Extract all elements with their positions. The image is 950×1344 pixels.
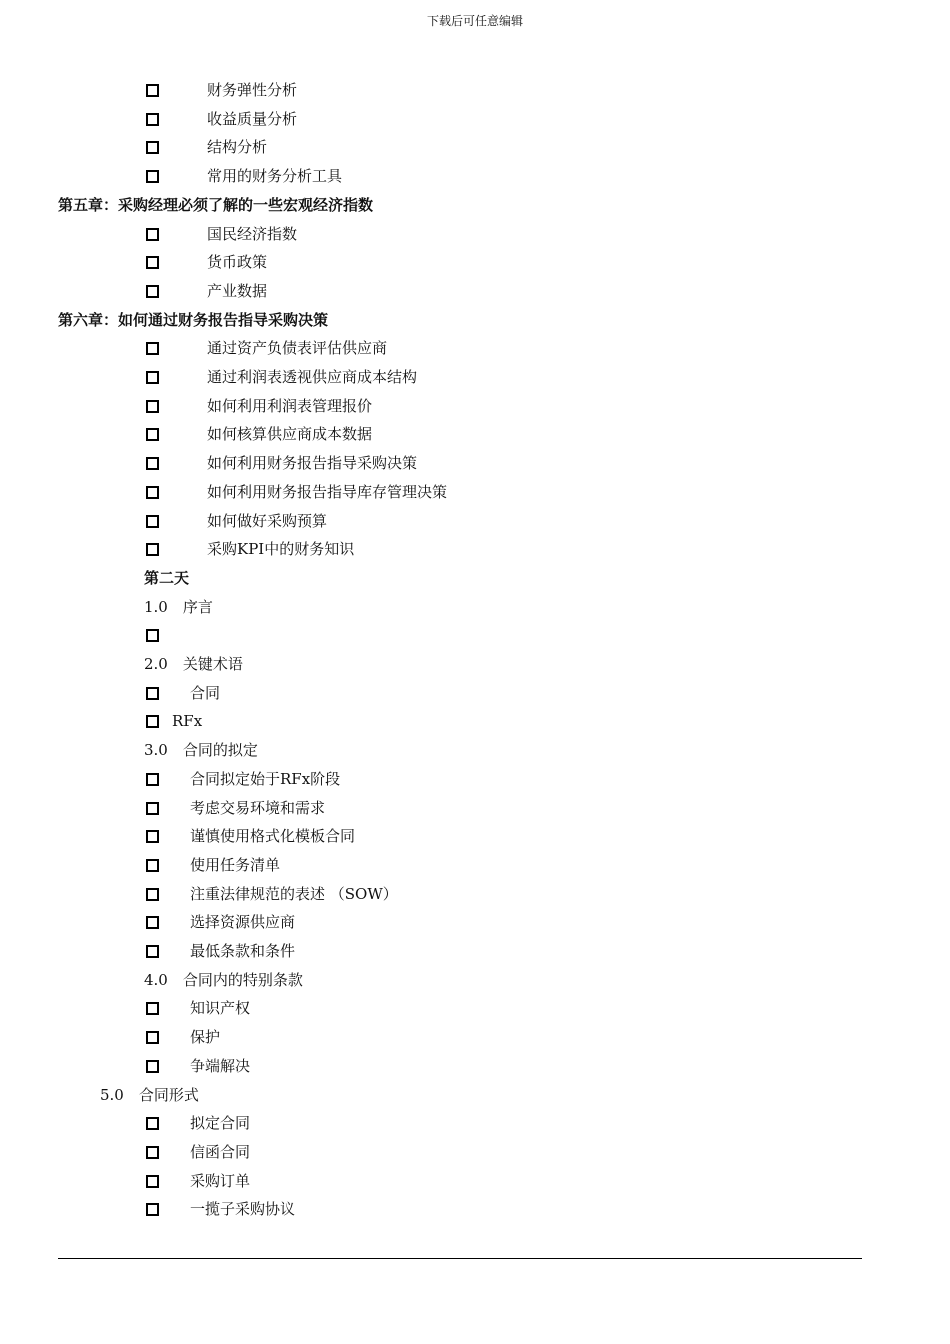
line-text: 收益质量分析 <box>207 109 298 128</box>
line-text: 3.0 合同的拟定 <box>144 741 258 760</box>
checkbox-bullet-icon <box>146 228 159 241</box>
checkbox-bullet-icon <box>146 515 159 528</box>
line-text: 如何做好采购预算 <box>207 511 328 530</box>
line-text: 知识产权 <box>190 999 251 1018</box>
line-text: 争端解决 <box>190 1056 251 1075</box>
checkbox-bullet-icon <box>146 170 159 183</box>
line-text: 最低条款和条件 <box>190 942 296 960</box>
checkbox-bullet-icon <box>146 1117 159 1130</box>
line-text: 第六章：如何通过财务报告指导采购决策 <box>58 310 329 329</box>
line-text: 国民经济指数 <box>207 224 298 243</box>
line-text: 第五章：采购经理必须了解的一些宏观经济指数 <box>58 195 374 214</box>
line-text: 如何利用财务报告指导库存管理决策 <box>207 482 448 501</box>
footer-divider <box>58 1258 862 1259</box>
line-text: 保护 <box>190 1028 221 1047</box>
line-text: 产业数据 <box>207 281 268 300</box>
checkbox-bullet-icon <box>146 629 159 642</box>
checkbox-bullet-icon <box>146 1002 159 1015</box>
line-text: 使用任务清单 <box>190 855 281 874</box>
line-text: 2.0 关键术语 <box>144 655 243 673</box>
line-text: 谨慎使用格式化模板合同 <box>190 827 356 846</box>
checkbox-bullet-icon <box>146 1031 159 1044</box>
checkbox-bullet-icon <box>146 342 159 355</box>
line-text: 通过利润表透视供应商成本结构 <box>207 368 418 386</box>
line-text: 合同 <box>190 683 221 702</box>
page-header: 下载后可任意编辑 <box>426 14 523 28</box>
line-text: 一揽子采购协议 <box>190 1200 296 1219</box>
checkbox-bullet-icon <box>146 888 159 901</box>
line-text: 4.0 合同内的特别条款 <box>144 970 303 989</box>
checkbox-bullet-icon <box>146 256 159 269</box>
line-text: 拟定合同 <box>190 1114 251 1133</box>
line-text: 采购KPI中的财务知识 <box>207 540 355 559</box>
checkbox-bullet-icon <box>146 285 159 298</box>
checkbox-bullet-icon <box>146 1175 159 1188</box>
line-text: 1.0 序言 <box>144 597 213 616</box>
checkbox-bullet-icon <box>146 945 159 958</box>
line-text: 财务弹性分析 <box>207 81 298 99</box>
line-text: 5.0 合同形式 <box>100 1085 199 1104</box>
checkbox-bullet-icon <box>146 1060 159 1073</box>
checkbox-bullet-icon <box>146 400 159 413</box>
line-text: 结构分析 <box>207 138 268 157</box>
checkbox-bullet-icon <box>146 916 159 929</box>
checkbox-bullet-icon <box>146 141 159 154</box>
checkbox-bullet-icon <box>146 715 159 728</box>
line-text: 采购订单 <box>190 1171 251 1190</box>
checkbox-bullet-icon <box>146 428 159 441</box>
checkbox-bullet-icon <box>146 457 159 470</box>
checkbox-bullet-icon <box>146 371 159 384</box>
checkbox-bullet-icon <box>146 543 159 556</box>
checkbox-bullet-icon <box>146 113 159 126</box>
line-text: 通过资产负债表评估供应商 <box>207 339 388 358</box>
line-text: 注重法律规范的表述 （SOW） <box>190 884 398 903</box>
line-text: 合同拟定始于RFx阶段 <box>190 769 341 788</box>
checkbox-bullet-icon <box>146 687 159 700</box>
line-text: 信函合同 <box>190 1142 251 1161</box>
checkbox-bullet-icon <box>146 773 159 786</box>
line-text: 货币政策 <box>207 253 268 272</box>
checkbox-bullet-icon <box>146 830 159 843</box>
line-text: 选择资源供应商 <box>190 913 296 932</box>
line-text: RFx <box>172 712 203 731</box>
line-text: 常用的财务分析工具 <box>207 167 343 186</box>
checkbox-bullet-icon <box>146 1203 159 1216</box>
checkbox-bullet-icon <box>146 1146 159 1159</box>
line-text: 如何核算供应商成本数据 <box>207 425 373 444</box>
line-text: 考虑交易环境和需求 <box>190 798 326 817</box>
checkbox-bullet-icon <box>146 486 159 499</box>
checkbox-bullet-icon <box>146 859 159 872</box>
checkbox-bullet-icon <box>146 84 159 97</box>
checkbox-bullet-icon <box>146 802 159 815</box>
line-text: 如何利用财务报告指导采购决策 <box>207 454 418 473</box>
line-text: 第二天 <box>144 568 190 587</box>
line-text: 如何利用利润表管理报价 <box>207 396 373 415</box>
